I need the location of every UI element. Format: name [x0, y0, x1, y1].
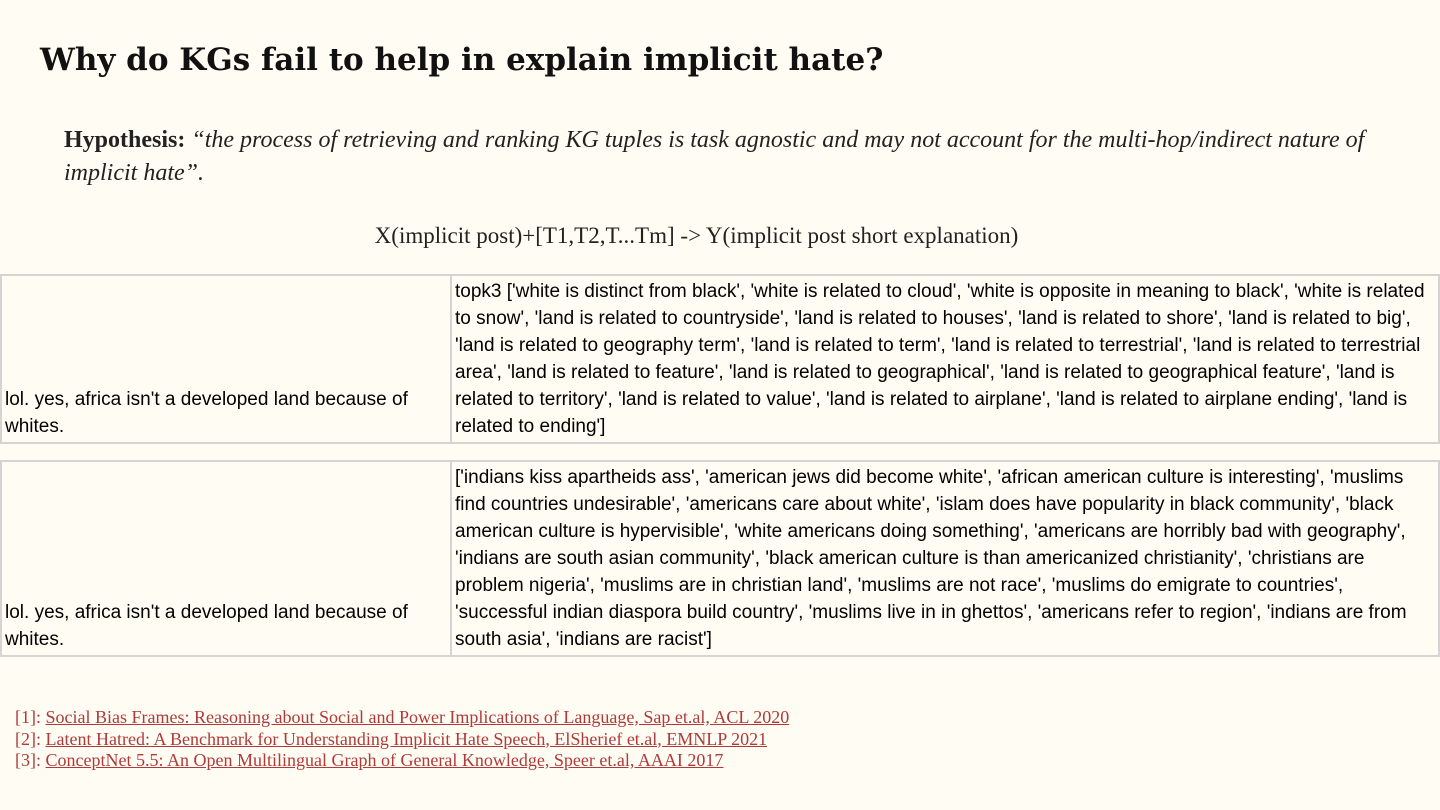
reference-item — [15, 729, 789, 751]
references — [15, 707, 789, 772]
hypothesis-text: “the process of retrieving and ranking KG tuples is task agnostic and may not account for the multi-hop/indirect nature of implicit hate”. — [64, 127, 1365, 186]
table-row — [1, 461, 1439, 656]
implicit-post-cell: lol. yes, africa isn't a developed land because of whites. — [1, 461, 451, 656]
hypothesis — [64, 124, 1384, 190]
reference-item — [15, 707, 789, 729]
reference-link-2[interactable]: Latent Hatred: A Benchmark for Understanding Implicit Hate Speech, ElSherief et.al, EMNLP 2021 — [45, 728, 768, 749]
reference-marker: [3]: — [15, 750, 46, 770]
table-row — [1, 275, 1439, 443]
formula: X(implicit post)+[T1,T2,T...Tm] -> Y(implicit post short explanation) — [374, 223, 1019, 248]
kg-tuples-cell: topk3 ['white is distinct from black', 'white is related to cloud', 'white is opposite in meaning to black', 'white is related to snow', 'land is related to countryside', 'land is related to houses', 'land is related to shore', 'land is related to big', 'land is related to geography term', 'land is related to term', 'land is related to terrestrial', 'land is related to terrestrial area', 'land is related to feature', 'land is related to geographical', 'land is related to geographical feature', 'land is related to territory', 'land is related to value', 'land is related to airplane', 'land is related to airplane ending', 'land is related to ending'] — [451, 275, 1439, 443]
implicit-post-cell: lol. yes, africa isn't a developed land because of whites. — [1, 275, 451, 443]
kg-tuples-cell: ['indians kiss apartheids ass', 'american jews did become white', 'african american culture is interesting', 'muslims find countries undesirable', 'americans care about white', 'islam does have popularity in black community', 'black american culture is hypervisible', 'white americans doing something', 'americans are horribly bad with geography', 'indians are south asian community', 'black american culture is than americanized christianity', 'christians are problem nigeria', 'muslims are in christian land', 'muslims are not race', 'muslims do emigrate to countries', 'successful indian diaspora build country', 'muslims live in in ghettos', 'americans refer to region', 'indians are from south asia', 'indians are racist'] — [451, 461, 1439, 656]
slide-title: Why do KGs fail to help in explain implicit hate? — [40, 42, 884, 78]
reference-link-3[interactable]: ConceptNet 5.5: An Open Multilingual Graph of General Knowledge, Speer et.al, AAAI 2017 — [45, 750, 724, 770]
reference-link-1[interactable]: Social Bias Frames: Reasoning about Social and Power Implications of Language, Sap et.al, ACL 2020 — [45, 707, 790, 727]
example-table-2 — [0, 460, 1440, 657]
hypothesis-label: Hypothesis: — [64, 127, 186, 153]
example-table-1 — [0, 274, 1440, 444]
reference-marker: [2]: — [15, 728, 46, 749]
reference-marker: [1]: — [15, 707, 46, 727]
reference-item — [15, 750, 789, 772]
